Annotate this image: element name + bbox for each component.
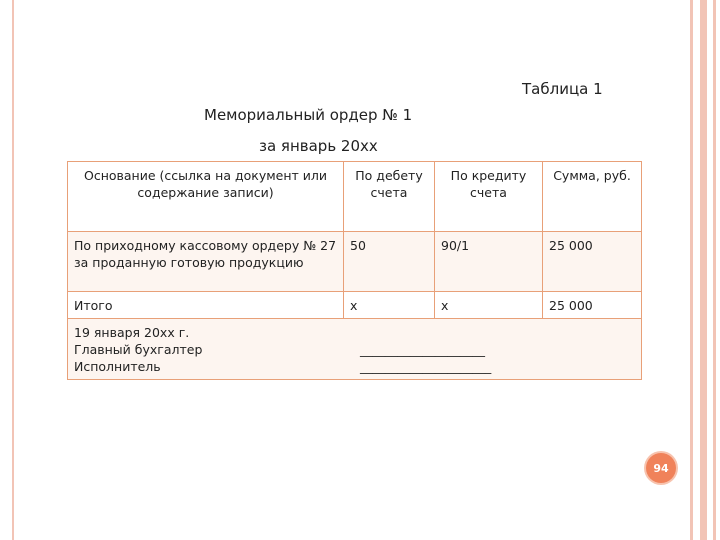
cell-debit: 50 [344,232,435,292]
table-header-row [68,162,642,232]
cell-total-credit: х [435,292,543,319]
table-caption: Таблица 1 [522,80,603,98]
header-basis: Основание (ссылка на документ или содержание записи) [68,162,344,232]
cell-credit: 90/1 [435,232,543,292]
footer-chief-accountant: Главный бухгалтер [74,342,203,357]
header-credit: По кредиту счета [435,162,543,232]
signature-line-executor: _____________________ [360,359,492,374]
document-subtitle: за январь 20хх [259,137,378,155]
signature-line-chief: ____________________ [360,342,485,357]
cell-total-label: Итого [68,292,344,319]
cell-amount: 25 000 [543,232,642,292]
right-frame-stripes [686,0,720,540]
cell-total-debit: х [344,292,435,319]
footer-date: 19 января 20хх г. [74,325,190,340]
document-title: Мемориальный ордер № 1 [204,106,413,124]
table-footer-row [68,319,642,380]
left-frame-line [12,0,14,540]
memorial-order-table [67,161,642,380]
table-row [68,232,642,292]
footer-executor: Исполнитель [74,359,161,374]
page-number-badge: 94 [646,453,676,483]
header-amount: Сумма, руб. [543,162,642,232]
header-debit: По дебету счета [344,162,435,232]
signature-block [68,319,642,380]
table-row-total [68,292,642,319]
cell-total-amount: 25 000 [543,292,642,319]
cell-basis: По приходному кассовому ордеру № 27 за проданную готовую продукцию [68,232,344,292]
